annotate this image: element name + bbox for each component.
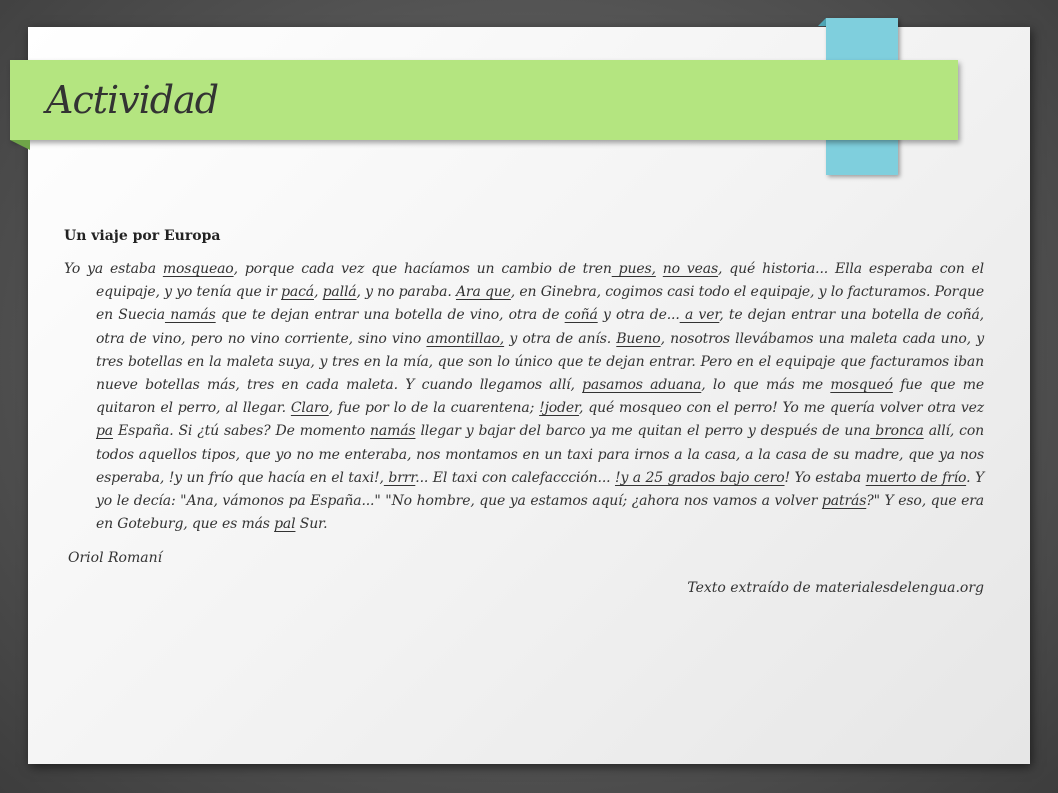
underlined-expression: !joder <box>539 400 580 417</box>
underlined-expression: mosqueao <box>162 261 234 277</box>
underlined-expression: pal <box>274 516 296 533</box>
paragraph-text: Yo ya estaba <box>64 261 163 277</box>
paragraph-text: que te dejan entrar una botella de vino, otra de <box>215 307 565 324</box>
paragraph-text: y otra de anís. <box>504 330 617 347</box>
paragraph-text: , porque cada vez que hacíamos un cambio de tren <box>233 261 612 277</box>
story-paragraph <box>64 258 984 536</box>
underlined-expression: a ver <box>679 307 720 324</box>
source-credit: Texto extraído de materialesdelengua.org <box>687 580 984 597</box>
paragraph-text: , <box>314 284 323 301</box>
text-subtitle: Un viaje por Europa <box>64 228 221 244</box>
paragraph-text: , nosotros llevábamos una maleta cada uno, y tres botellas en la maleta suya, y tres en la mía, que son lo único que te dejan entrar. Pero en el equipaje que facturamos iban nueve botellas más, tres en cada maleta. Y cuando llegamos allí, <box>96 330 984 394</box>
paragraph-text: , lo que más me <box>701 377 831 394</box>
paragraph-text: ?" Y eso, que era en Goteburg, que es más <box>96 493 984 533</box>
paragraph-text: , qué historia... Ella esperaba con el equipaje, y yo tenía que ir <box>96 261 984 301</box>
paragraph-text: ... El taxi con calefaccción... <box>415 469 615 486</box>
banner-fold <box>10 140 30 150</box>
paragraph-text: allí, con todos aquellos tipos, que yo no me enteraba, nos montamos en un taxi para irnos a la casa, a la casa de su madre, que ya nos esperaba, !y un frío que hacía en el taxi!, <box>96 423 985 486</box>
paragraph-text: ! Yo estaba <box>784 469 866 486</box>
paragraph-text: , fue por lo de la cuarentena; <box>328 400 540 417</box>
paragraph-text: llegar y bajar del barco ya me quitan el perro y después de una <box>415 423 871 440</box>
paragraph-text: Sur. <box>295 516 328 533</box>
underlined-expression: pasamos aduana <box>582 377 702 394</box>
underlined-expression: Claro <box>290 400 329 417</box>
underlined-expression: brrr <box>383 469 416 486</box>
underlined-expression: Ara que <box>455 284 511 301</box>
paragraph-text: . Y yo le decía: "Ana, vámonos pa España..." "No hombre, que ya estamos aquí; ¿ahora nos vamos a volver <box>96 469 985 510</box>
underlined-expression: namás <box>164 307 216 324</box>
paragraph-text: España. Si ¿tú sabes? De momento <box>113 423 371 440</box>
underlined-expression: bronca <box>870 423 924 440</box>
paragraph-text: , en Ginebra, cogimos casi todo el equipaje, y lo facturamos. Porque en Suecia <box>96 284 984 324</box>
underlined-expression: !y a 25 grados bajo cero <box>614 469 785 486</box>
underlined-expression: namás <box>370 423 416 440</box>
paragraph-text: , y no paraba. <box>356 284 456 301</box>
underlined-expression: pa <box>96 423 114 440</box>
underlined-expression: coñá <box>564 307 598 324</box>
paragraph-text: fue que me quitaron el perro, al llegar. <box>96 377 984 417</box>
paragraph-text: , qué mosqueo con el perro! Yo me quería volver otra vez <box>579 400 985 417</box>
underlined-expression: pues, <box>611 261 656 277</box>
underlined-expression: patrás <box>821 493 867 510</box>
underlined-expression: no veas <box>662 261 719 277</box>
paragraph-text <box>656 261 663 277</box>
slide-title: Actividad <box>46 78 219 122</box>
slide-content <box>64 228 984 596</box>
underlined-expression: amontillao, <box>426 330 505 347</box>
underlined-expression: muerto de frío <box>865 469 967 486</box>
underlined-expression: mosqueó <box>830 377 893 394</box>
underlined-expression: pallá <box>322 284 357 301</box>
author-name: Oriol Romaní <box>68 550 163 567</box>
paragraph-text: y otra de... <box>597 307 680 324</box>
tab-fold <box>818 18 826 26</box>
paragraph-text: , te dejan entrar una botella de coñá, otra de vino, pero no vino corriente, sino vino <box>96 307 984 347</box>
underlined-expression: Bueno <box>616 330 661 347</box>
underlined-expression: pacá <box>281 284 314 301</box>
